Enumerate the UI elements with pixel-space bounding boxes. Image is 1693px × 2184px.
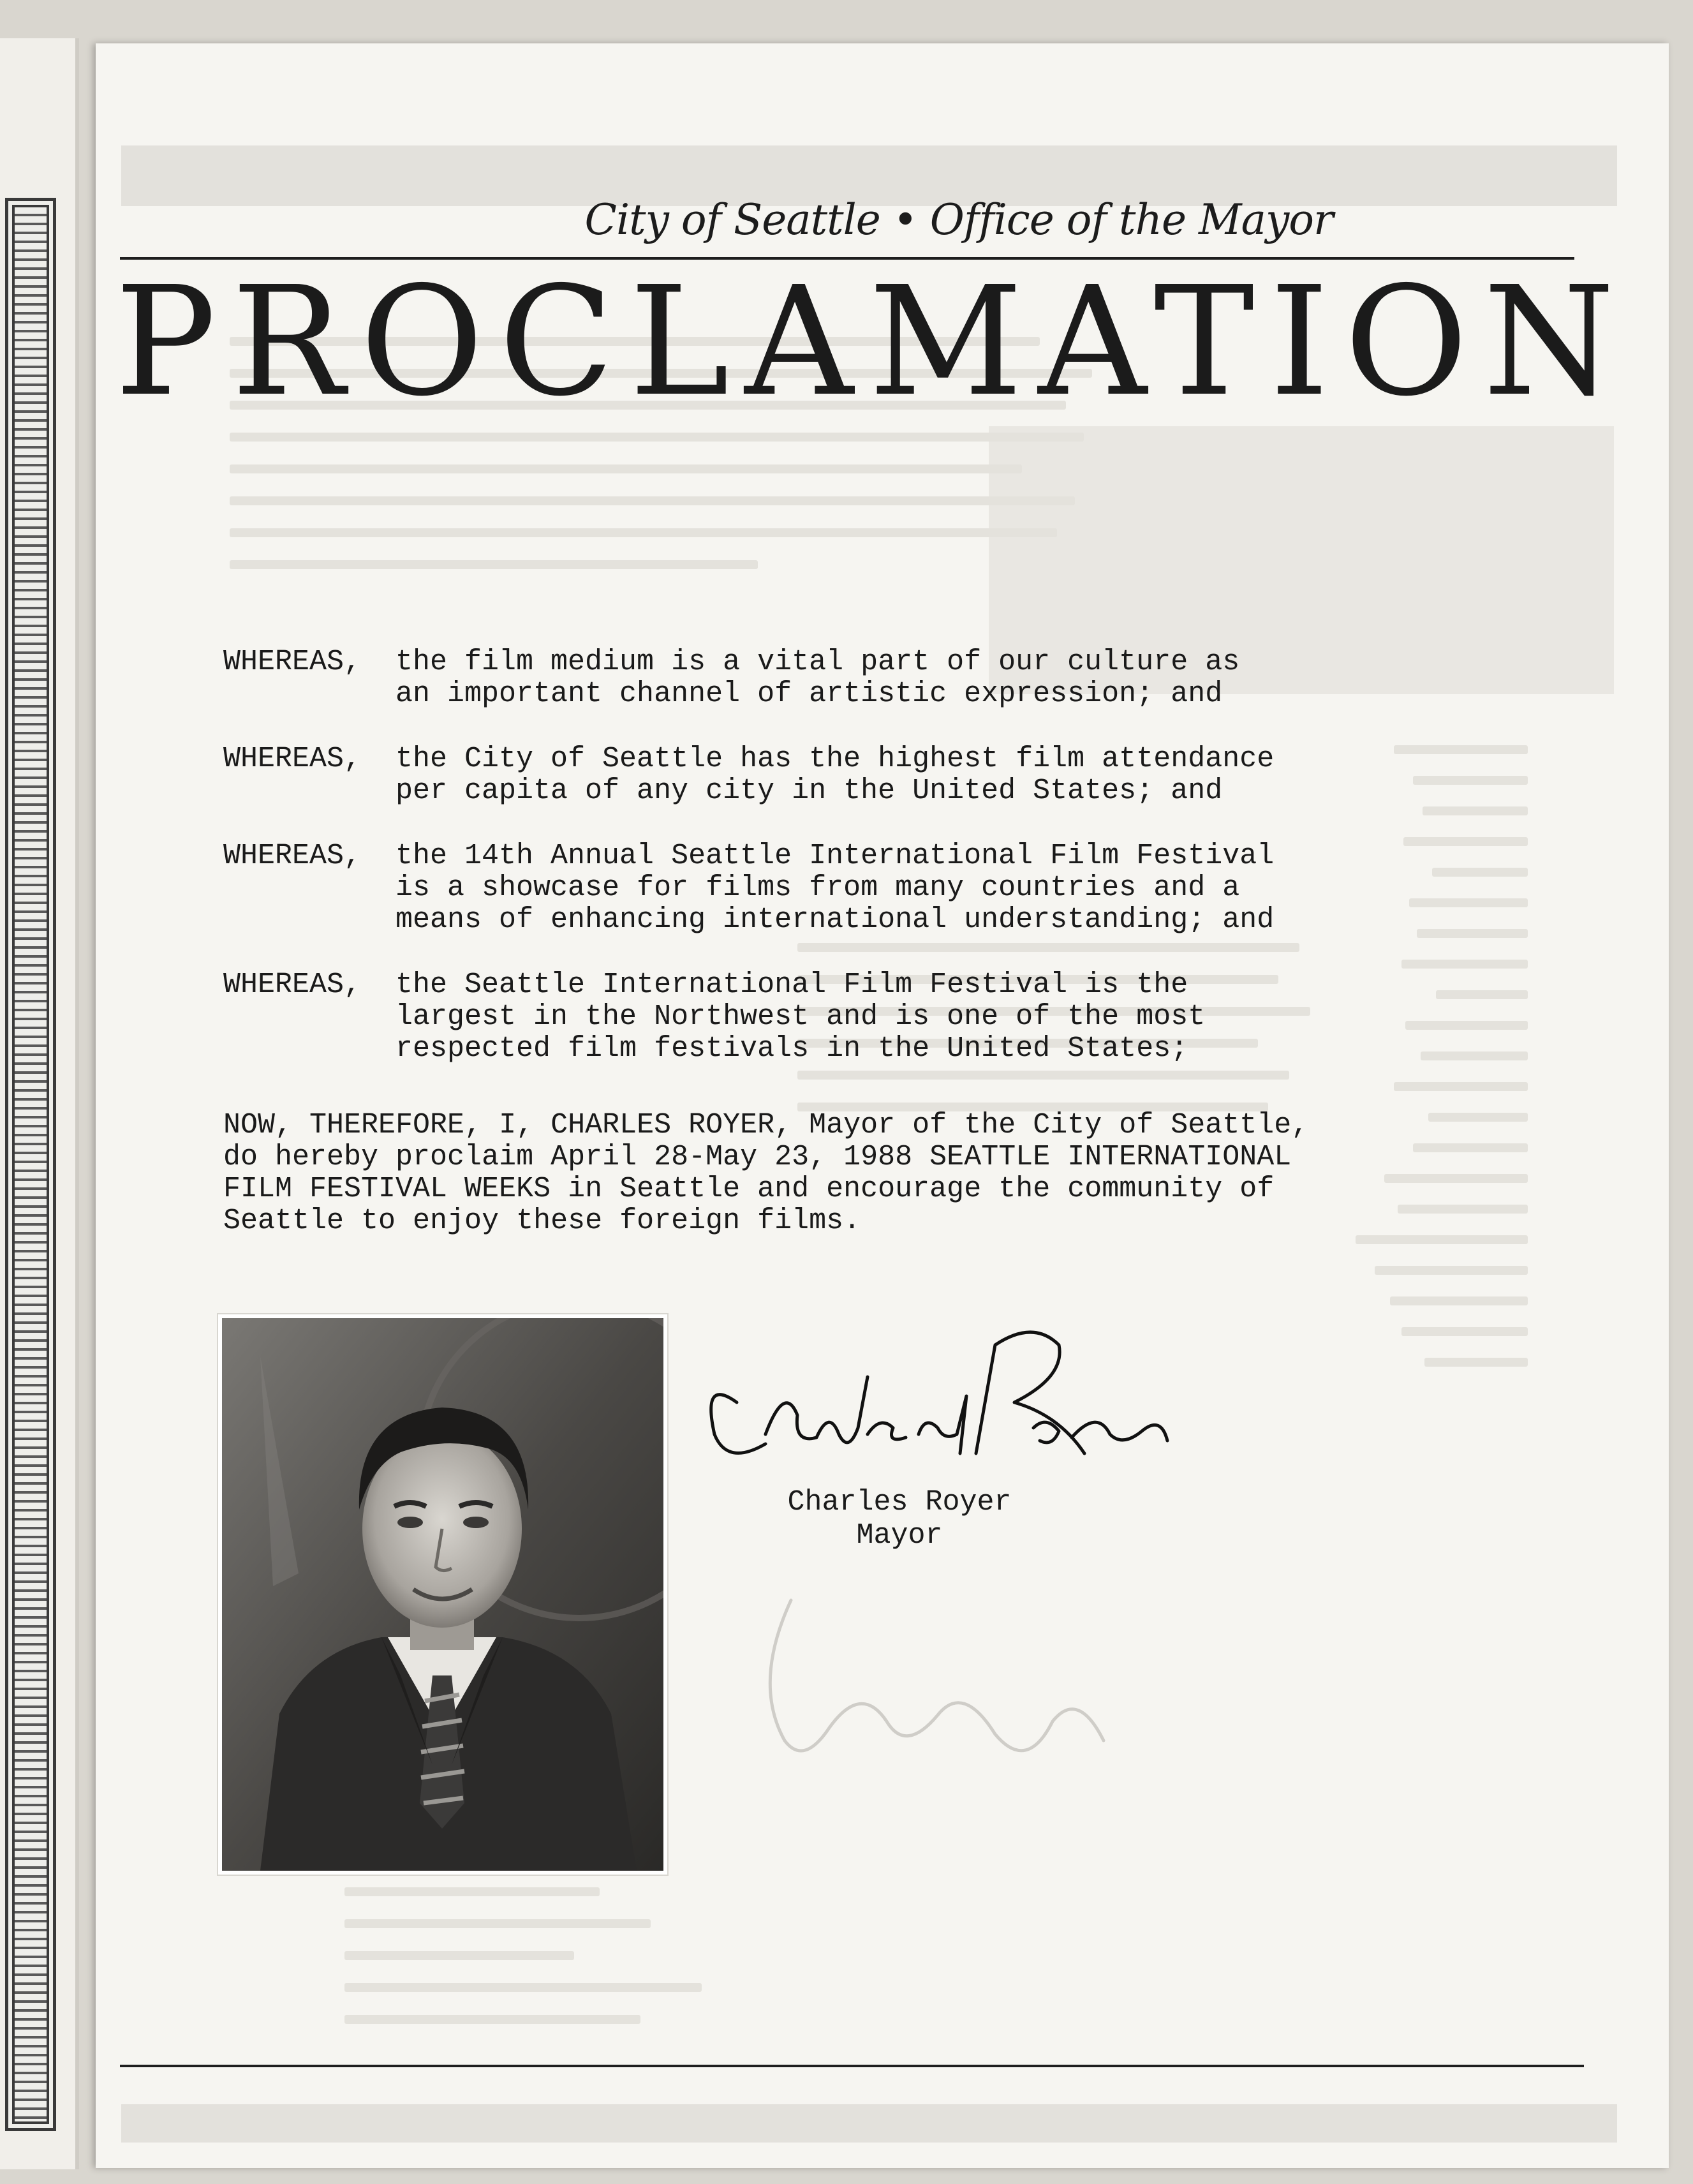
whereas-clause	[223, 969, 1499, 1065]
proclamation-body	[223, 646, 1499, 1237]
office-heading: City of Seattle • Office of the Mayor	[584, 195, 1333, 244]
bleed-through-signature	[695, 1587, 1142, 1792]
decorative-border	[5, 198, 56, 2131]
clause-keyword: WHEREAS,	[223, 840, 362, 872]
clause-text: the City of Seattle has the highest film attendance per capita of any city in the United States; and	[396, 743, 1275, 807]
mayor-signature	[676, 1307, 1174, 1479]
clause-keyword: WHEREAS,	[223, 969, 362, 1001]
mayor-portrait-photo	[217, 1313, 669, 1876]
bottom-rule	[120, 2065, 1584, 2067]
proclamation-page	[96, 43, 1669, 2168]
proclamation-statement: NOW, THEREFORE, I, CHARLES ROYER, Mayor of the City of Seattle, do hereby proclaim April 28-May 23, 1988 SEATTLE INTERNATIONAL FILM FESTIVAL WEEKS in Seattle and encourage the community of Seattle to enjoy these foreign films.	[223, 1109, 1309, 1237]
signatory-name: Charles Royer	[787, 1486, 1012, 1519]
clause-keyword: WHEREAS,	[223, 743, 362, 775]
whereas-clause	[223, 646, 1499, 710]
bleed-through-footer-band	[121, 2104, 1617, 2143]
clause-text: the film medium is a vital part of our culture as an important channel of artistic expression; and	[396, 646, 1240, 710]
whereas-clause	[223, 743, 1499, 807]
signatory-title: Mayor	[856, 1519, 943, 1552]
clause-text: the 14th Annual Seattle International Film Festival is a showcase for films from many countries and a means of enhancing international understanding; and	[396, 840, 1275, 936]
whereas-clause	[223, 840, 1499, 936]
portrait-illustration	[222, 1318, 663, 1871]
clause-text: the Seattle International Film Festival is the largest in the Northwest and is one of the most respected film festivals in the United States;	[396, 969, 1206, 1065]
clause-keyword: WHEREAS,	[223, 646, 362, 678]
bleed-through-lines-bottom	[191, 1887, 702, 2047]
facing-page-edge	[0, 38, 79, 2169]
page-title: PROCLAMATION	[115, 254, 1630, 429]
